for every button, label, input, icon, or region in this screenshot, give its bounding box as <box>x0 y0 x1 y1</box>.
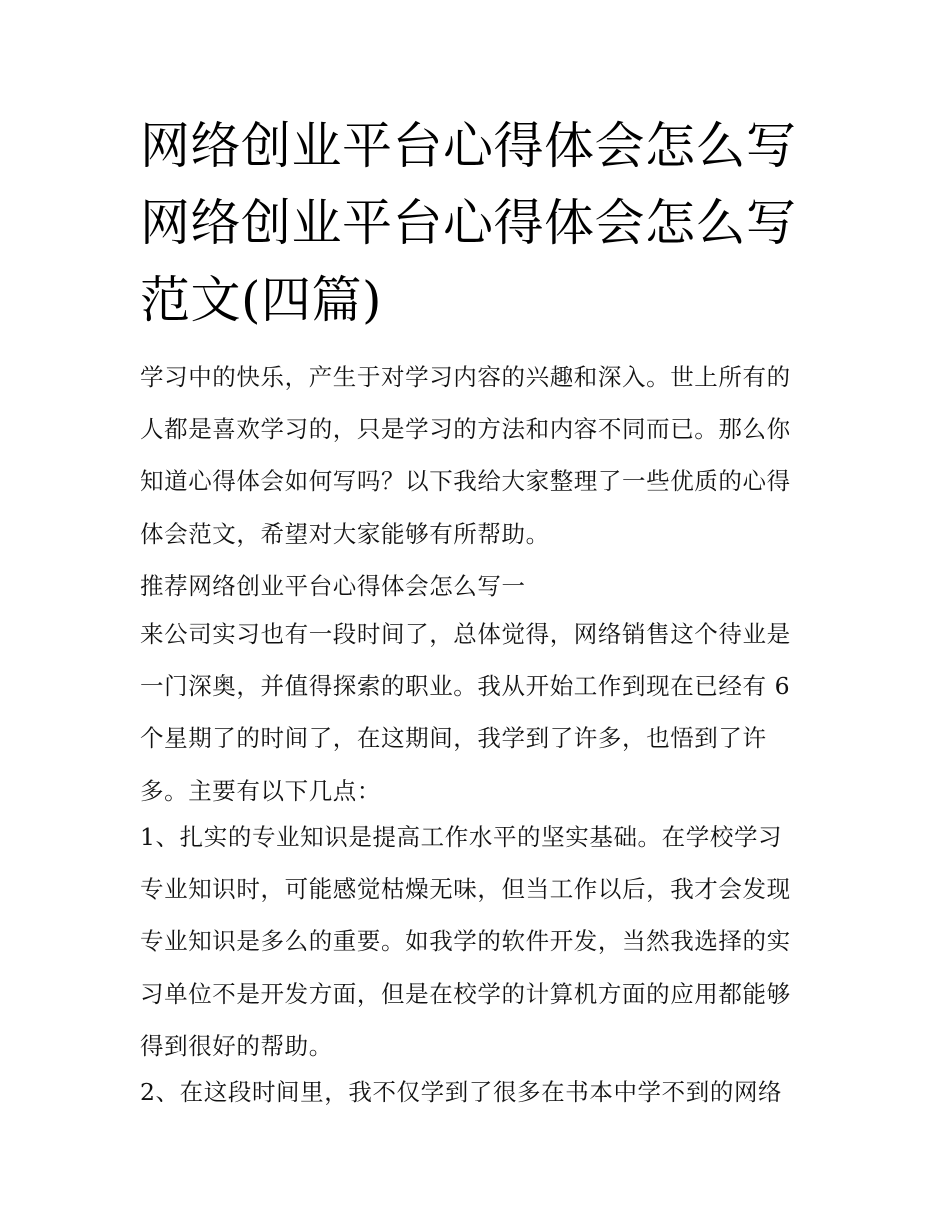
title-line-3: 范文(四篇) <box>140 271 383 329</box>
list-item-1 <box>140 811 830 1072</box>
section-heading <box>140 560 830 612</box>
title-line-2: 网络创业平台心得体会怎么写 <box>140 194 797 252</box>
paragraph-1 <box>140 608 830 817</box>
list-item-1-line-3: 专业知识是多么的重要。如我学的软件开发，当然我选择的实 <box>140 927 791 956</box>
intro-line-2: 人都是喜欢学习的，只是学习的方法和内容不同而已。那么你 <box>140 415 791 444</box>
list-item-1-line-1: 1、扎实的专业知识是提高工作水平的坚实基础。在学校学习 <box>140 823 783 851</box>
list-item-1-line-5: 得到很好的帮助。 <box>140 1031 333 1060</box>
paragraph-1-line-4: 多。主要有以下几点： <box>140 776 381 805</box>
intro-line-4: 体会范文，希望对大家能够有所帮助。 <box>140 519 550 548</box>
intro-line-3: 知道心得体会如何写吗？以下我给大家整理了一些优质的心得 <box>140 467 791 496</box>
list-item-2 <box>140 1066 830 1118</box>
intro-line-1: 学习中的快乐，产生于对学习内容的兴趣和深入。世上所有的 <box>140 363 791 391</box>
list-item-1-line-2: 专业知识时，可能感觉枯燥无味，但当工作以后，我才会发现 <box>140 875 791 904</box>
title-line-1: 网络创业平台心得体会怎么写 <box>140 117 797 175</box>
paragraph-1-line-3: 个星期了的时间了，在这期间，我学到了许多，也悟到了许 <box>140 724 767 753</box>
section-heading-text: 推荐网络创业平台心得体会怎么写一 <box>140 572 526 600</box>
paragraph-1-line-2: 一门深奥，并值得探索的职业。我从开始工作到现在已经有 6 <box>140 672 791 701</box>
paragraph-1-line-1: 来公司实习也有一段时间了，总体觉得，网络销售这个待业是 <box>140 620 791 648</box>
list-item-1-line-4: 习单位不是开发方面，但是在校学的计算机方面的应用都能够 <box>140 979 791 1008</box>
list-item-2-line-1: 2、在这段时间里，我不仅学到了很多在书本中学不到的网络 <box>140 1078 783 1106</box>
document-title <box>140 108 840 339</box>
intro-paragraph <box>140 351 830 560</box>
